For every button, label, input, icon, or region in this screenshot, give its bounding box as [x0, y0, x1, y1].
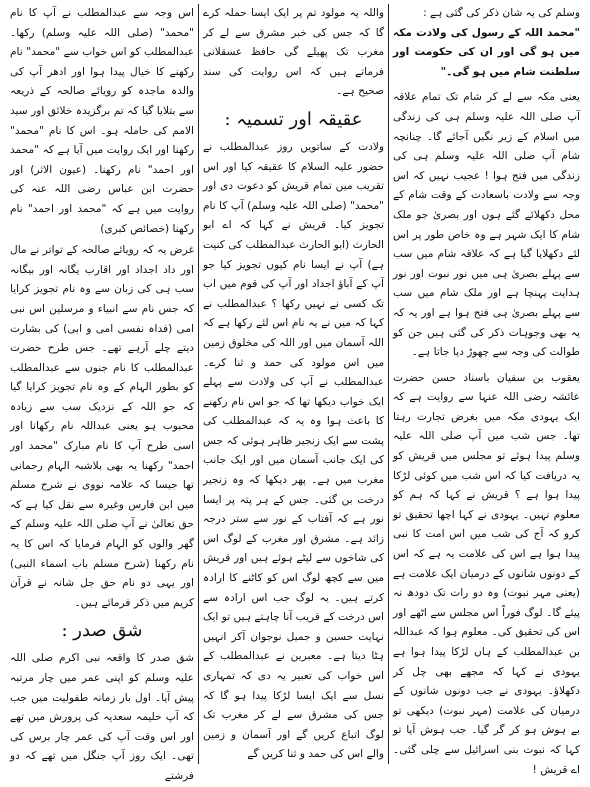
middle-column — [198, 4, 388, 764]
paragraph: غرض یہ کہ رویائے صالحہ کے تواتر نے مال اور داد اجداد اور اقارب یگانہ اور بیگانہ سب ہی کی زبان سے وہ نام تجویز کرایا کہ جس نام سے انبیاء و مرسلین اس نبی امی (فداہ نفسی امی و ابی) کی بشارت دیتے چلے آرہے تھے۔ جس طرح حضرت عبدالمطلب کا نام جنوں سے عبدالمطلب کو بطور الہام کے وہ نام تجویز کرایا گیا کہ جو اللہ کے نزدیک سب سے زیادہ محبوب ہو یعنی عبداللہ نام رکھانا اور اسی طرح آپ کا نام مبارک "محمد اور احمد" رکھنا یہ بھی بلاشبہ الہام رحمانی تھا جیسا کہ علامہ نووی نے شرح مسلم میں ابن فارس وغیرہ سے نقل کیا ہے کہ حق تعالیٰ نے آپ صلی اللہ علیہ وسلم کے گھر والوں کو الہام فرمایا کہ اس کا یہ نام رکھنا (شرح مسلم باب اسماء النبی) اور یہی دو نام حق جل شانہ نے قرآن کریم میں ذکر فرمائے ہیں۔ — [10, 244, 194, 609]
quote-paragraph: "محمد اللہ کے رسول کی ولادت مکہ میں ہو گی اور ان کی حکومت اور سلطنت شام میں ہو گی۔" — [393, 26, 580, 78]
paragraph: یعنی مکہ سے لے کر شام تک تمام علاقہ آپ صلی اللہ علیہ وسلم ہی کی زندگی میں اسلام کے زیر نگیں آجائے گا۔ چنانچہ شام آپ صلی اللہ علیہ وسلم ہی کی زندگی میں فتح ہوا ! عجیب نہیں کہ اس وجہ سے ولادت باسعادت کے وقت شام کے محل دکھلائے گئے ہوں اور بصریٰ جو ملک شام کا ایک شہر ہے وہ خاص طور پر اس لئے دکھلایا گیا ہے کہ علاقہ شام میں سب سے پہلے بصریٰ ہی میں نور نبوت اور نور ہدایت پہنچا ہے اور ملک شام میں سب سے پہلے بصریٰ ہی فتح ہوا ہے اور یہ کہ یہ بھی وجوہات ذکر کی گئی ہیں جن کو طوالت کی وجہ سے چھوڑ دیا جاتا ہے۔ — [393, 91, 580, 359]
paragraph: یعقوب بن سفیان باسناد حسن حضرت عائشہ رضی اللہ عنہا سے روایت ہے کہ ایک یہودی مکہ میں بغرض تجارت رہتا تھا۔ جس شب میں آپ صلی اللہ علیہ وسلم پیدا ہوئے تو مجلس میں قریش کو یہ دریافت کیا کہ اس شب میں کوئی لڑکا پیدا ہوا ہے ؟ قریش نے کہا کہ ہم کو معلوم نہیں۔ یہودی نے کہا اچھا تحقیق تو کرو کہ آج کی شب میں اس امت کا نبی پیدا ہوا ہے اس کی علامت یہ ہے کہ اس کے دونوں شانوں کے درمیان ایک علامت ہے (یعنی مہر نبوت) وہ دو رات تک دودھ نہ پیئے گا۔ لوگ فوراً اس مجلس سے اٹھے اور اس کی تحقیق کی۔ معلوم ہوا کہ عبداللہ بن عبدالمطلب کے ہاں لڑکا پیدا ہوا ہے یہودی نے کہا کہ مجھے بھی چل کر دکھلاؤ۔ یہودی نے جب دونوں شانوں کے درمیان کی علامت (مہر نبوت) دیکھی تو بے ہوش ہو کر گر گیا۔ جب ہوش آیا تو کہا کہ نبوت بنی اسرائیل سے چلی گئی۔ اے قریش ! — [393, 371, 580, 776]
paragraph: ولادت کے ساتویں روز عبدالمطلب نے حضور علیہ السلام کا عقیقہ کیا اور اس تقریب میں تمام قریش کو دعوت دی اور "محمد" (صلی اللہ علیہ وسلم) آپ کا نام تجویز کیا۔ قریش نے کہا کہ اے ابو الحارث (ابو الحارث عبدالمطلب کی کنیت ہے) آپ نے ایسا نام کیوں تجویز کیا جو آپ کے آباؤ اجداد اور آپ کی قوم میں اب تک کسی نے نہیں رکھا ؟ عبدالمطلب نے کہا کہ میں نے یہ نام اس لئے رکھا ہے کہ اللہ آسمان میں اور اللہ کی مخلوق زمین میں اس مولود کی حمد و ثنا کرے۔ عبدالمطلب نے آپ کی ولادت سے پہلے ایک خواب دیکھا تھا کہ جو اس نام رکھنے کا باعث ہوا وہ یہ کہ عبدالمطلب کی پشت سے ایک زنجیر ظاہر ہوئی کہ جس کی ایک جانب آسمان میں اور ایک جانب مغرب میں ہے۔ پھر دیکھا کہ وہ زنجیر درخت بن گئی۔ جس کے ہر پتہ پر ایسا نور ہے کہ آفتاب کے نور سے ستر درجہ زائد ہے۔ مشرق اور مغرب کے لوگ اس کی شاخوں سے لپٹے ہوئے ہیں اور قریش میں سے کچھ لوگ اس کو کاٹنے کا ارادہ کرتے ہیں۔ یہ لوگ جب اس ارادہ سے اس درخت کے قریب آنا چاہتے ہیں تو ایک نہایت حسین و جمیل نوجوان آکر انہیں ہٹا دیتا ہے۔ معبرین نے عبدالمطلب کے اس خواب کی تعبیر یہ دی کہ تمہاری نسل سے ایک ایسا لڑکا پیدا ہو گا کہ جس کی مشرق سے لے کر مغرب تک لوگ اتباع کریں گے اور آسمان و زمین والے اس کی حمد و ثنا کریں گے — [203, 140, 384, 761]
paragraph: شق صدر کا واقعہ نبی اکرم صلی اللہ علیہ وسلم کو اپنی عمر میں چار مرتبہ پیش آیا۔ اول بار زمانہ طفولیت میں جب کہ آپ حلیمہ سعدیہ کی پرورش میں تھے اور اس وقت آپ کی عمر چار برس کی تھی۔ ایک روز آپ جنگل میں تھے کہ دو فرشتے — [10, 652, 194, 782]
paragraph: اس وجہ سے عبدالمطلب نے آپ کا نام "محمد" (صلی اللہ علیہ وسلم) رکھا۔ عبدالمطلب کو اس خواب سے "محمد" نام رکھنے کا خیال پیدا ہوا اور ادھر آپ کی والدہ ماجدہ کو رویائے صالحہ کے ذریعہ سے بتلایا گیا کہ تم برگزیدہ خلائق اور سید الامم کی حاملہ ہو۔ اس کا نام "محمد" رکھنا اور ایک روایت میں آیا ہے کہ "محمد اور احمد" نام رکھنا۔ (عیون الاثر) اور حضرت ابن عباس رضی اللہ عنہ کی روایت میں ہے کہ "محمد اور احمد" نام رکھنا (خصائص کبری) — [10, 7, 194, 235]
paragraph: واللہ یہ مولود تم پر ایک ایسا حملہ کرے گا کہ جس کی خبر مشرق سے لے کر مغرب تک پھیلے گی حافظ عسقلانی فرماتے ہیں کہ اس روایت کی سند صحیح ہے۔ — [203, 7, 384, 98]
left-column — [6, 4, 198, 782]
paragraph: وسلم کی یہ شان ذکر کی گئی ہے : — [423, 7, 580, 19]
right-column — [388, 4, 584, 776]
section-heading-aqiqa: عقیقہ اور تسمیہ : — [224, 108, 363, 130]
section-heading-shaq-sadr: شق صدر : — [61, 620, 143, 642]
